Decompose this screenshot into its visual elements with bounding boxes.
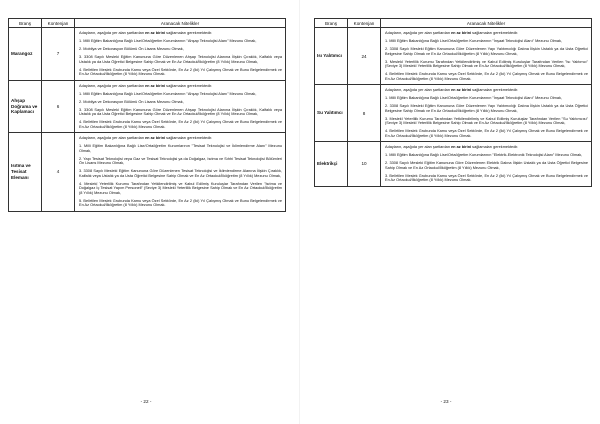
requirement-item: 2. Mobilya ve Dekorasyon Bölümü Ön Lisans Mezunu Olmak, xyxy=(79,99,184,104)
header-branch: Branş xyxy=(9,19,42,28)
requirements-cell xyxy=(381,85,592,142)
requirement-item: 1. Milli Eğitim Bakanlığına Bağlı Lise/Ortaöğretim Kurumlarının "İnşaat Teknolojisi Alanı" Mezunu Olmak, xyxy=(385,39,562,44)
quota-value: 24 xyxy=(348,28,381,85)
requirement-item: 3. 3308 Sayılı Mesleki Eğitim Kanununa Göre Düzenlenen Ahşap Teknolojisi Alanına İlişkin Çıraklık, Kalfalık veya Ustalık ya da Usta Öğretici Belgesine Sahip Olmak ve En Az Ortaokul/İlköğretim (8 Yıllık) Mezunu Olmak, xyxy=(79,107,282,117)
table-row xyxy=(9,80,286,133)
intro-text: Adayların, aşağıda yer alan şartlardan en az birini sağlamaları gerekmektedir. xyxy=(79,83,213,88)
requirement-item: 1. Milli Eğitim Bakanlığına Bağlı Lise/Ortaöğretim Kurumlarının "Ahşap Teknolojisi Alanı" Mezunu Olmak, xyxy=(79,91,257,96)
requirements-cell xyxy=(381,28,592,85)
branch-name: Isıtma ve Tesisat Elemanı xyxy=(9,133,42,211)
requirement-item: 2. 3308 Sayılı Mesleki Eğitim Kanununa Göre Düzenlenen Yapı Yalıtımcılığı Dalına İlişkin Ustalık ya da Usta Öğretici Belgesine Sahip Olmak ve En Az Ortaokul/İlköğretim (8 Yıllık) Mezunu Olmak, xyxy=(385,47,588,56)
header-requirements: Aranacak Nitelikler xyxy=(381,19,592,28)
branch-name: Su Yalıtımcı xyxy=(315,85,348,142)
table-header-row xyxy=(9,19,286,28)
header-quota: Kontenjan xyxy=(42,19,75,28)
branch-name: Marangoz xyxy=(9,28,42,81)
requirement-item: 3. 3308 Sayılı Mesleki Eğitim Kanununa Göre Düzenlenen Ahşap Teknolojisi Alanına İlişkin Çıraklık, Kalfalık veya Ustalık ya da Usta Öğretici Belgesine Sahip Olmak ve En Az Ortaokul/İlköğretim (8 Yıllık) Mezunu Olmak, xyxy=(79,55,282,64)
table-row xyxy=(9,133,286,211)
table-row xyxy=(9,28,286,81)
page-number-left: - 22 - xyxy=(140,399,152,404)
intro-text: Adayların, aşağıda yer alan şartlardan en az birini sağlamaları gerekmektedir. xyxy=(79,136,213,141)
table-row xyxy=(315,142,592,187)
right-page xyxy=(314,18,592,187)
requirement-item: 2. 3308 Sayılı Mesleki Eğitim Kanununa Göre Düzenlenen Yapı Yalıtımcılığı Dalına İlişkin Ustalık ya da Usta Öğretici Belgesine Sahip Olmak ve En Az Ortaokul/İlköğretim (8 Yıllık) Mezunu Olmak, xyxy=(385,104,588,113)
requirement-item: 4. Belirtilen Meslek Grubunda Kamu veya Özel Sektörde, En Az 2 (iki) Yıl Çalışmış Olmak ve Bunu Belgelendirmek ve En Az Ortaokul/İlköğretim (8 Yıllık) Mezunu Olmak. xyxy=(79,120,282,129)
header-requirements: Aranacak Nitelikler xyxy=(75,19,286,28)
left-page xyxy=(8,18,286,212)
requirement-item: 4. Belirtilen Meslek Grubunda Kamu veya Özel Sektörde, En Az 2 (iki) Yıl Çalışmış Olmak ve Bunu Belgelendirmek ve En Az Ortaokul/İlköğretim (8 Yıllık) Mezunu Olmak. xyxy=(385,72,588,81)
quota-value: 8 xyxy=(348,85,381,142)
requirements-cell xyxy=(75,28,286,81)
header-branch: Branş xyxy=(315,19,348,28)
branch-name: Elektrikçi xyxy=(315,142,348,187)
requirement-item: 1. Milli Eğitim Bakanlığına Bağlı Lise/Ortaöğretim Kurumlarının "Elektrik-Elektronik Teknolojisi Alanı" Mezunu Olmak, xyxy=(385,153,583,158)
header-quota: Kontenjan xyxy=(348,19,381,28)
requirement-item: 2. Mobilya ve Dekorasyon Bölümü Ön Lisans Mezunu Olmak, xyxy=(79,47,184,52)
quota-value: 10 xyxy=(348,142,381,187)
requirement-item: 3. 3308 Sayılı Mesleki Eğitim Kanununa Göre Düzenlenen Tesisat Teknolojisi ve İklimlendirme Alanına İlişkin Çıraklık, Kalfalık veya Ustalık ya da Usta Öğretici Belgesine Sahip Olmak ve En Az Ortaokul/İlköğretim (8 Yıllık) Mezunu Olmak, xyxy=(79,169,282,178)
requirement-item: 1. Milli Eğitim Bakanlığına Bağlı Lise/Ortaöğretim Kurumlarının "Ahşap Teknolojisi Alanı" Mezunu Olmak, xyxy=(79,39,257,44)
quota-value: 6 xyxy=(42,80,75,133)
table-row xyxy=(315,85,592,142)
requirements-cell xyxy=(75,133,286,211)
requirements-cell xyxy=(381,142,592,187)
intro-text: Adayların, aşağıda yer alan şartlardan en az birini sağlamaları gerekmektedir. xyxy=(385,31,519,35)
requirements-cell xyxy=(75,80,286,133)
table-header-row xyxy=(315,19,592,28)
requirement-item: 1. Milli Eğitim Bakanlığına Bağlı Lise/Ortaöğretim Kurumlarının "Tesisat Teknolojisi ve İklimlendirme Alanı" Mezunu Olmak, xyxy=(79,144,282,153)
requirement-item: 3. Belirtilen Meslek Grubunda Kamu veya Özel Sektörde, En Az 2 (iki) Yıl Çalışmış Olmak ve Bunu Belgelendirmek ve En Az Ortaokul/İlköğretim (8 Yıllık) Mezunu Olmak. xyxy=(385,173,588,183)
branch-name: Ahşap Doğrama ve Kaplamacı xyxy=(9,80,42,133)
table-row xyxy=(315,28,592,85)
requirement-item: 4. Belirtilen Meslek Grubunda Kamu veya Özel Sektörde, En Az 2 (iki) Yıl Çalışmış Olmak ve Bunu Belgelendirmek ve En Az Ortaokul/İlköğretim (8 Yıllık) Mezunu Olmak. xyxy=(385,129,588,138)
quota-value: 7 xyxy=(42,28,75,81)
intro-text: Adayların, aşağıda yer alan şartlardan en az birini sağlamaları gerekmektedir. xyxy=(385,88,519,92)
page-number-right: - 23 - xyxy=(440,399,452,404)
requirement-item: 4. Belirtilen Meslek Grubunda Kamu veya Özel Sektörde, En Az 2 (iki) Yıl Çalışmış Olmak ve Bunu Belgelendirmek ve En Az Ortaokul/İlköğretim (8 Yıllık) Mezunu Olmak. xyxy=(79,67,282,77)
requirement-item: 5. Belirtilen Meslek Grubunda Kamu veya Özel Sektörde, En Az 2 (iki) Yıl Çalışmış Olmak ve Bunu Belgelendirmek ve En Az Ortaokul/İlköğretim (8 Yıllık) Mezunu Olmak. xyxy=(79,198,282,208)
intro-text: Adayların, aşağıda yer alan şartlardan en az birini sağlamaları gerekmektedir. xyxy=(79,31,213,35)
branch-name: Isı Yalıtımcı xyxy=(315,28,348,85)
requirements-table xyxy=(8,18,286,212)
quota-value: 4 xyxy=(42,133,75,211)
requirement-item: 2. Yapı Tesisat Teknolojisi veya Gaz ve Tesisat Teknolojisi ya da Doğalgaz, Isıtma ve Sıhhi Tesisat Teknolojisi Bölümleri Ön Lisans Mezunu Olmak, xyxy=(79,156,282,166)
page-spine xyxy=(299,0,300,424)
requirements-table xyxy=(314,18,592,187)
requirement-item: 4. Meslekî Yeterlilik Kurumu Tarafından Yetkilendirilmiş ve Kabul Edilmiş Kuruluşlar Tarafından Verilen "Isıtma ve Doğalgaz İç Tesisat Yapım Personeli" (Seviye 3) Meslekî Yeterlilik Belgesine Sahip Olmak ve En Az Ortaokul/İlköğretim (8 Yıllık) Mezunu Olmak, xyxy=(79,181,282,195)
requirement-item: 3. Meslekî Yeterlilik Kurumu Tarafından Yetkilendirilmiş ve Kabul Edilmiş Kuruluşlar Tarafından Verilen "Isı Yalıtımcı" (Seviye 3) Meslekî Yeterlilik Belgesine Sahip Olmak ve En Az Ortaokul/İlköğretim (8 Yıllık) Mezunu Olmak, xyxy=(385,59,588,69)
requirement-item: 1. Milli Eğitim Bakanlığına Bağlı Lise/Ortaöğretim Kurumlarının "İnşaat Teknolojisi Alanı" Mezunu Olmak, xyxy=(385,96,562,101)
intro-text: Adayların, aşağıda yer alan şartlardan en az birini sağlamaları gerekmektedir. xyxy=(385,145,519,149)
requirement-item: 3. Meslekî Yeterlilik Kurumu Tarafından Yetkilendirilmiş ve Kabul Edilmiş Kuruluşlar Tarafından Verilen "Su Yalıtımcısı" (Seviye 3) Meslekî Yeterlilik Belgesine Sahip Olmak ve En Az Ortaokul/İlköğretim (8 Yıllık) Mezunu Olmak, xyxy=(385,116,588,126)
requirement-item: 2. 3308 Sayılı Mesleki Eğitim Kanununa Göre Düzenlenen Elektrik Dalına İlişkin Ustalık ya da Usta Öğretici Belgesine Sahip Olmak ve En Az Ortaokul/İlköğretim (8 Yıllık) Mezunu Olmak, xyxy=(385,161,588,170)
